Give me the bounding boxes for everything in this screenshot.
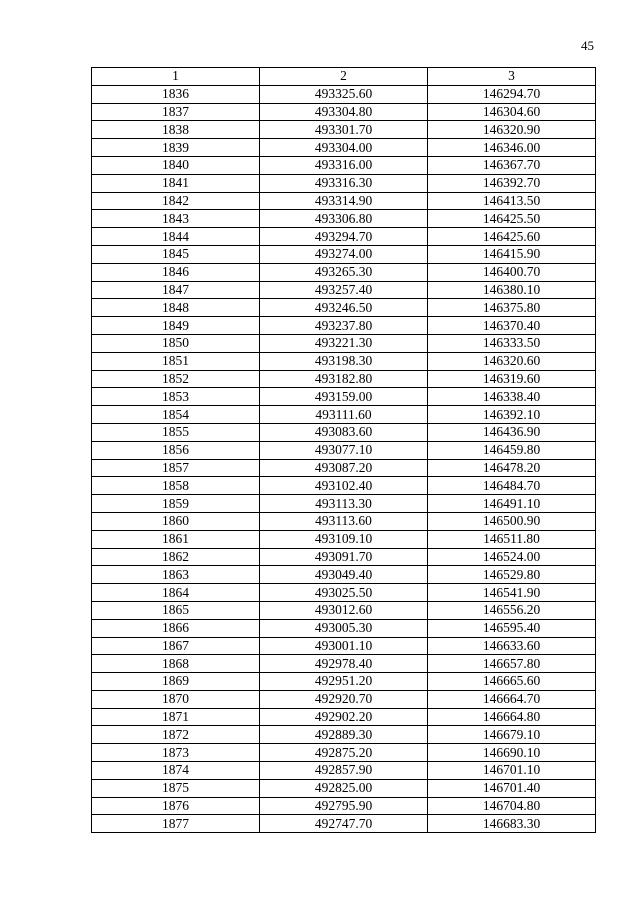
x-coordinate-cell: 493182.80 [260, 370, 428, 388]
point-number-cell: 1839 [92, 139, 260, 157]
x-coordinate-cell: 493237.80 [260, 317, 428, 335]
point-number-cell: 1871 [92, 708, 260, 726]
y-coordinate-cell: 146436.90 [428, 423, 596, 441]
y-coordinate-cell: 146319.60 [428, 370, 596, 388]
x-coordinate-cell: 493109.10 [260, 530, 428, 548]
x-coordinate-cell: 493306.80 [260, 210, 428, 228]
point-number-cell: 1857 [92, 459, 260, 477]
x-coordinate-cell: 493325.60 [260, 85, 428, 103]
point-number-cell: 1869 [92, 673, 260, 691]
point-number-cell: 1861 [92, 530, 260, 548]
point-number-cell: 1851 [92, 352, 260, 370]
x-coordinate-cell: 493301.70 [260, 121, 428, 139]
table-row [92, 584, 596, 602]
x-coordinate-cell: 493316.00 [260, 156, 428, 174]
table-row [92, 690, 596, 708]
x-coordinate-cell: 493005.30 [260, 619, 428, 637]
table-row [92, 566, 596, 584]
point-number-cell: 1876 [92, 797, 260, 815]
point-number-cell: 1841 [92, 174, 260, 192]
x-coordinate-cell: 492857.90 [260, 762, 428, 780]
x-coordinate-cell: 492825.00 [260, 779, 428, 797]
point-number-cell: 1865 [92, 601, 260, 619]
point-number-cell: 1859 [92, 495, 260, 513]
x-coordinate-cell: 493314.90 [260, 192, 428, 210]
x-coordinate-cell: 493113.60 [260, 512, 428, 530]
x-coordinate-cell: 492747.70 [260, 815, 428, 833]
x-coordinate-cell: 493102.40 [260, 477, 428, 495]
point-number-cell: 1844 [92, 228, 260, 246]
table-row [92, 762, 596, 780]
point-number-cell: 1849 [92, 317, 260, 335]
table-row [92, 245, 596, 263]
table-row [92, 228, 596, 246]
table-row [92, 441, 596, 459]
x-coordinate-cell: 493257.40 [260, 281, 428, 299]
x-coordinate-cell: 493304.80 [260, 103, 428, 121]
y-coordinate-cell: 146633.60 [428, 637, 596, 655]
point-number-cell: 1858 [92, 477, 260, 495]
point-number-cell: 1847 [92, 281, 260, 299]
y-coordinate-cell: 146679.10 [428, 726, 596, 744]
table-row [92, 744, 596, 762]
table-row [92, 139, 596, 157]
x-coordinate-cell: 492920.70 [260, 690, 428, 708]
y-coordinate-cell: 146425.60 [428, 228, 596, 246]
table-row [92, 548, 596, 566]
y-coordinate-cell: 146664.70 [428, 690, 596, 708]
x-coordinate-cell: 493012.60 [260, 601, 428, 619]
x-coordinate-cell: 493274.00 [260, 245, 428, 263]
y-coordinate-cell: 146392.70 [428, 174, 596, 192]
x-coordinate-cell: 492951.20 [260, 673, 428, 691]
table-row [92, 352, 596, 370]
x-coordinate-cell: 492889.30 [260, 726, 428, 744]
table-row [92, 334, 596, 352]
x-coordinate-cell: 493083.60 [260, 423, 428, 441]
y-coordinate-cell: 146491.10 [428, 495, 596, 513]
y-coordinate-cell: 146701.40 [428, 779, 596, 797]
point-number-cell: 1838 [92, 121, 260, 139]
point-number-cell: 1848 [92, 299, 260, 317]
coordinates-table [91, 67, 596, 833]
x-coordinate-cell: 493111.60 [260, 406, 428, 424]
y-coordinate-cell: 146459.80 [428, 441, 596, 459]
x-coordinate-cell: 492875.20 [260, 744, 428, 762]
x-coordinate-cell: 493113.30 [260, 495, 428, 513]
y-coordinate-cell: 146524.00 [428, 548, 596, 566]
point-number-cell: 1855 [92, 423, 260, 441]
table-row [92, 210, 596, 228]
table-row [92, 655, 596, 673]
y-coordinate-cell: 146657.80 [428, 655, 596, 673]
point-number-cell: 1860 [92, 512, 260, 530]
point-number-cell: 1842 [92, 192, 260, 210]
point-number-cell: 1846 [92, 263, 260, 281]
point-number-cell: 1868 [92, 655, 260, 673]
point-number-cell: 1854 [92, 406, 260, 424]
table-row [92, 317, 596, 335]
table-row [92, 103, 596, 121]
table-row [92, 299, 596, 317]
table-row [92, 388, 596, 406]
y-coordinate-cell: 146400.70 [428, 263, 596, 281]
point-number-cell: 1867 [92, 637, 260, 655]
y-coordinate-cell: 146511.80 [428, 530, 596, 548]
table-row [92, 477, 596, 495]
y-coordinate-cell: 146304.60 [428, 103, 596, 121]
point-number-cell: 1837 [92, 103, 260, 121]
column-header-3: 3 [428, 68, 596, 86]
y-coordinate-cell: 146370.40 [428, 317, 596, 335]
table-row [92, 423, 596, 441]
x-coordinate-cell: 493304.00 [260, 139, 428, 157]
y-coordinate-cell: 146320.60 [428, 352, 596, 370]
y-coordinate-cell: 146556.20 [428, 601, 596, 619]
table-row [92, 156, 596, 174]
y-coordinate-cell: 146478.20 [428, 459, 596, 477]
table-row [92, 815, 596, 833]
point-number-cell: 1872 [92, 726, 260, 744]
point-number-cell: 1845 [92, 245, 260, 263]
y-coordinate-cell: 146500.90 [428, 512, 596, 530]
y-coordinate-cell: 146320.90 [428, 121, 596, 139]
y-coordinate-cell: 146690.10 [428, 744, 596, 762]
table-row [92, 406, 596, 424]
header-row [92, 68, 596, 86]
x-coordinate-cell: 492978.40 [260, 655, 428, 673]
point-number-cell: 1836 [92, 85, 260, 103]
point-number-cell: 1866 [92, 619, 260, 637]
table-row [92, 495, 596, 513]
table-row [92, 779, 596, 797]
page-number: 45 [581, 38, 594, 53]
table-row [92, 637, 596, 655]
table-row [92, 85, 596, 103]
y-coordinate-cell: 146375.80 [428, 299, 596, 317]
point-number-cell: 1873 [92, 744, 260, 762]
x-coordinate-cell: 493077.10 [260, 441, 428, 459]
point-number-cell: 1850 [92, 334, 260, 352]
column-header-1: 1 [92, 68, 260, 86]
y-coordinate-cell: 146704.80 [428, 797, 596, 815]
table-row [92, 281, 596, 299]
table-row [92, 174, 596, 192]
table-row [92, 530, 596, 548]
table-row [92, 673, 596, 691]
y-coordinate-cell: 146484.70 [428, 477, 596, 495]
table-row [92, 459, 596, 477]
y-coordinate-cell: 146392.10 [428, 406, 596, 424]
x-coordinate-cell: 493246.50 [260, 299, 428, 317]
y-coordinate-cell: 146425.50 [428, 210, 596, 228]
point-number-cell: 1843 [92, 210, 260, 228]
column-header-2: 2 [260, 68, 428, 86]
x-coordinate-cell: 493091.70 [260, 548, 428, 566]
x-coordinate-cell: 493294.70 [260, 228, 428, 246]
y-coordinate-cell: 146683.30 [428, 815, 596, 833]
x-coordinate-cell: 492902.20 [260, 708, 428, 726]
y-coordinate-cell: 146665.60 [428, 673, 596, 691]
x-coordinate-cell: 492795.90 [260, 797, 428, 815]
point-number-cell: 1840 [92, 156, 260, 174]
point-number-cell: 1852 [92, 370, 260, 388]
y-coordinate-cell: 146380.10 [428, 281, 596, 299]
y-coordinate-cell: 146294.70 [428, 85, 596, 103]
y-coordinate-cell: 146541.90 [428, 584, 596, 602]
x-coordinate-cell: 493265.30 [260, 263, 428, 281]
y-coordinate-cell: 146338.40 [428, 388, 596, 406]
point-number-cell: 1853 [92, 388, 260, 406]
point-number-cell: 1862 [92, 548, 260, 566]
y-coordinate-cell: 146413.50 [428, 192, 596, 210]
point-number-cell: 1875 [92, 779, 260, 797]
y-coordinate-cell: 146595.40 [428, 619, 596, 637]
y-coordinate-cell: 146333.50 [428, 334, 596, 352]
point-number-cell: 1856 [92, 441, 260, 459]
table-row [92, 370, 596, 388]
point-number-cell: 1874 [92, 762, 260, 780]
table-row [92, 263, 596, 281]
table-row [92, 512, 596, 530]
y-coordinate-cell: 146529.80 [428, 566, 596, 584]
y-coordinate-cell: 146367.70 [428, 156, 596, 174]
x-coordinate-cell: 493159.00 [260, 388, 428, 406]
x-coordinate-cell: 493025.50 [260, 584, 428, 602]
table-row [92, 192, 596, 210]
point-number-cell: 1864 [92, 584, 260, 602]
table-row [92, 708, 596, 726]
table-body [92, 85, 596, 832]
x-coordinate-cell: 493198.30 [260, 352, 428, 370]
x-coordinate-cell: 493049.40 [260, 566, 428, 584]
table-row [92, 797, 596, 815]
point-number-cell: 1870 [92, 690, 260, 708]
x-coordinate-cell: 493001.10 [260, 637, 428, 655]
y-coordinate-cell: 146701.10 [428, 762, 596, 780]
table-row [92, 726, 596, 744]
x-coordinate-cell: 493221.30 [260, 334, 428, 352]
table-header [92, 68, 596, 86]
y-coordinate-cell: 146346.00 [428, 139, 596, 157]
table-row [92, 601, 596, 619]
table-row [92, 619, 596, 637]
y-coordinate-cell: 146664.80 [428, 708, 596, 726]
y-coordinate-cell: 146415.90 [428, 245, 596, 263]
table-row [92, 121, 596, 139]
point-number-cell: 1877 [92, 815, 260, 833]
point-number-cell: 1863 [92, 566, 260, 584]
x-coordinate-cell: 493087.20 [260, 459, 428, 477]
x-coordinate-cell: 493316.30 [260, 174, 428, 192]
